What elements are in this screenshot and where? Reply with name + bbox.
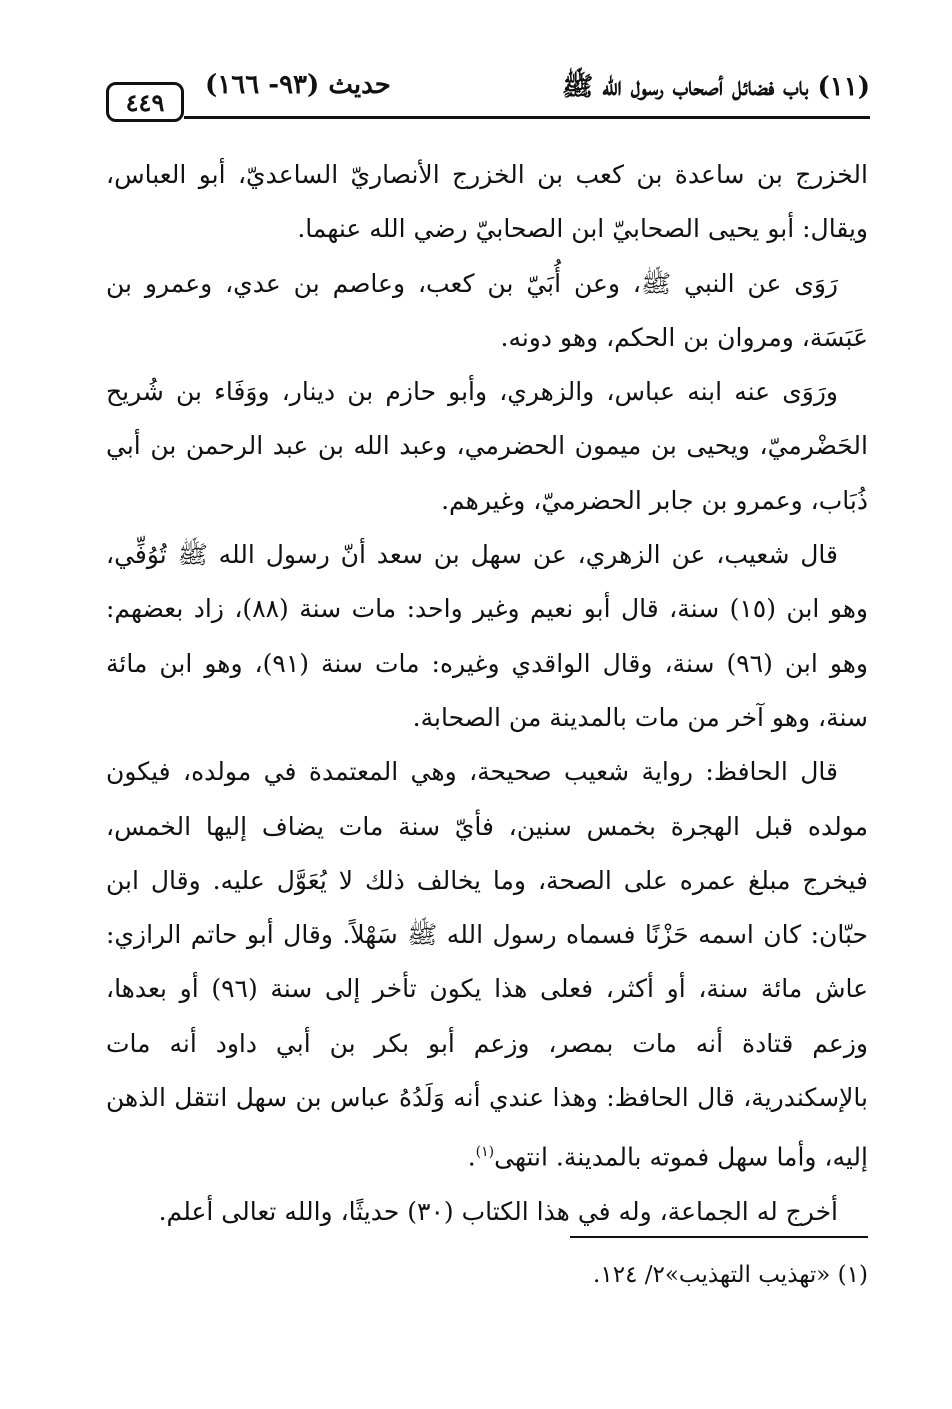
footnote-marker[interactable]: (١) [475, 1144, 495, 1161]
paragraph-hafiz-comment [106, 745, 868, 1185]
hadith-range: حديث (٩٣- ١٦٦) [205, 70, 391, 100]
body-text [106, 148, 868, 1239]
paragraph-narrated-by: ورَوَى عنه ابنه عباس، والزهري، وأبو حازم بن دينار، ووَفَاء بن شُريح الحَضْرميّ، ويحيى بن ميمون الحضرمي، وعبد الله بن عبد الرحمن بن أبي ذُبَاب، وعمرو بن جابر الحضرميّ، وغيرهم. [106, 377, 868, 515]
page-header [100, 68, 870, 128]
paragraph-narrated-from: رَوَى عن النبي ﷺ، وعن أُبَيّ بن كعب، وعاصم بن عدي، وعمرو بن عَبَسَة، ومروان بن الحكم، وهو دونه. [106, 268, 868, 352]
paragraph-death-date: قال شعيب، عن الزهري، عن سهل بن سعد أنّ رسول الله ﷺ تُوُفِّي، وهو ابن (١٥) سنة، قال أبو نعيم وغير واحد: مات سنة (٨٨)، زاد بعضهم: وهو ابن (٩٦) سنة، وقال الواقدي وغيره: مات سنة (٩١)، وهو ابن مائة سنة، وهو آخر من مات بالمدينة من الصحابة. [106, 540, 868, 732]
footnote: (١) «تهذيب التهذيب»٢/ ١٢٤. [593, 1262, 868, 1288]
chapter-title: (١١) باب فضائل أصحاب رسول الله ﷺ [561, 72, 870, 102]
header-divider [184, 116, 870, 119]
page-number: ٤٤٩ [106, 82, 184, 122]
footnote-divider [570, 1236, 868, 1238]
paragraph-summary: أخرج له الجماعة، وله في هذا الكتاب (٣٠) حديثًا، والله تعالى أعلم. [158, 1196, 838, 1226]
hafiz-comment-text: قال الحافظ: رواية شعيب صحيحة، وهي المعتمدة في مولده، فيكون مولده قبل الهجرة بخمس سنين، فأيّ سنة مات يضاف إليها الخمس، فيخرج مبلغ عمره على الصحة، وما يخالف ذلك لا يُعَوَّل عليه. وقال ابن حبّان: كان اسمه حَزْنًا فسماه رسول الله ﷺ سَهْلاً. وقال أبو حاتم الرازي: عاش مائة سنة، أو أكثر، فعلى هذا يكون تأخر إلى سنة (٩٦) أو بعدها، وزعم قتادة أنه مات بمصر، وزعم أبو بكر بن أبي داود أنه مات بالإسكندرية، قال الحافظ: وهذا عندي أنه وَلَدُهُ عباس بن سهل انتقل الذهن إليه، وأما سهل فموته بالمدينة. انتهى [106, 757, 868, 1172]
hafiz-comment-end: . [467, 1142, 476, 1172]
paragraph-narrator-name: الخزرج بن ساعدة بن كعب بن الخزرج الأنصاريّ الساعديّ، أبو العباس، ويقال: أبو يحيى الصحابيّ ابن الصحابيّ رضي الله عنهما. [106, 160, 868, 244]
